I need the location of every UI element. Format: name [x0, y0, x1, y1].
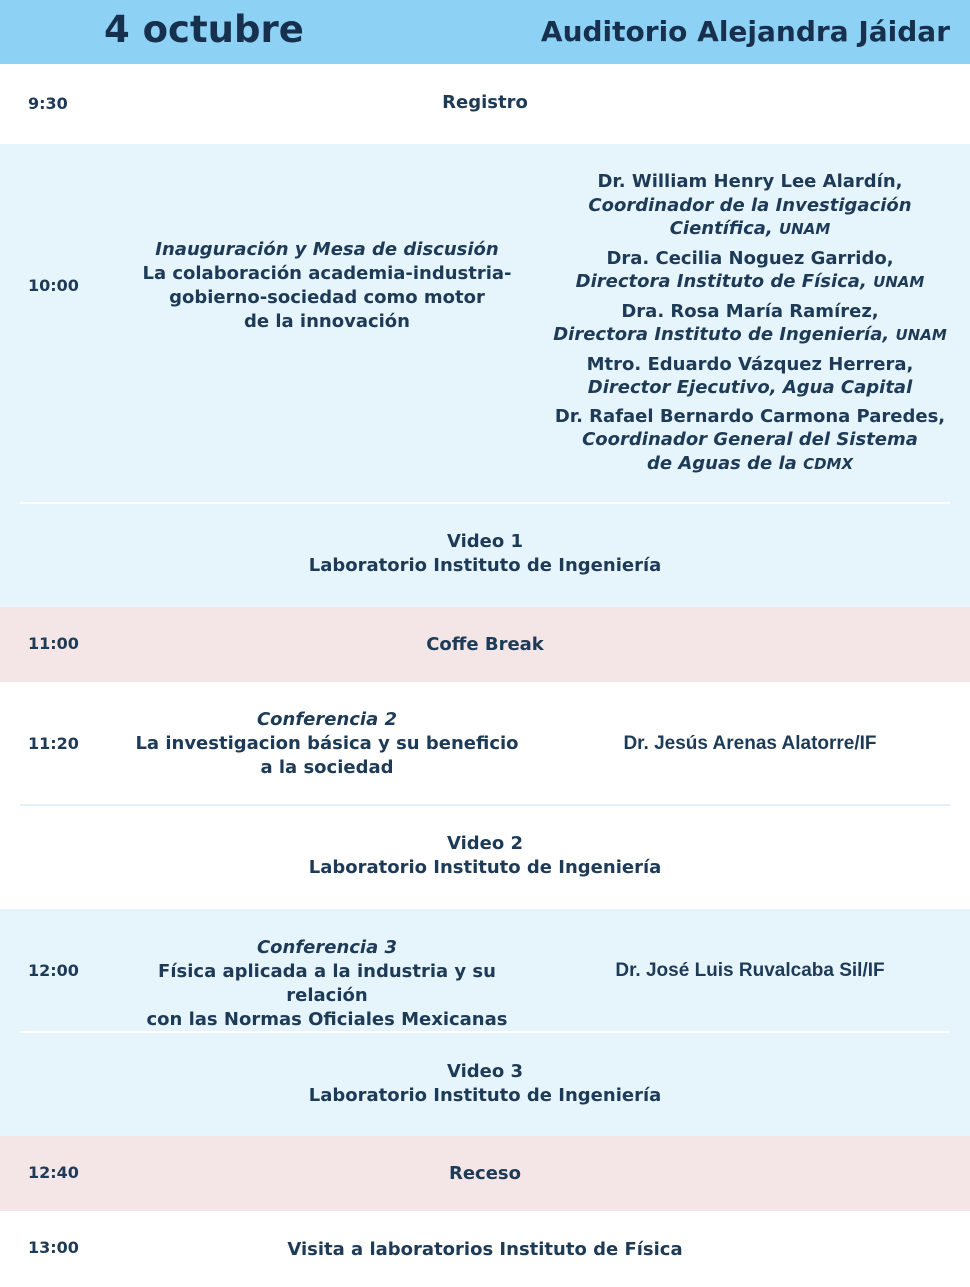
- speaker-name: Dra. Rosa María Ramírez,: [621, 300, 879, 322]
- row-divider: [20, 804, 950, 806]
- speaker-role: Coordinador de la Investigación: [588, 194, 912, 216]
- row-registro: [0, 64, 970, 144]
- session-type: Inauguración y Mesa de discusión: [155, 239, 499, 260]
- session-type: Conferencia 2: [256, 709, 398, 730]
- speaker-role: Científica,: [669, 218, 773, 239]
- session-title-line: gobierno-sociedad como motor: [169, 287, 485, 308]
- speaker-name: Dr. José Luis Ruvalcaba Sil/IF: [615, 960, 885, 981]
- speaker-entry: [540, 405, 960, 477]
- speaker-name: Dra. Cecilia Noguez Garrido,: [606, 247, 894, 269]
- time-label: 9:30: [28, 94, 68, 113]
- session-title-line: con las Normas Oficiales Mexicanas: [146, 1009, 508, 1030]
- speaker-institution: UNAM: [873, 273, 925, 291]
- session-title-line: a la sociedad: [260, 757, 394, 778]
- speaker-institution: UNAM: [895, 326, 947, 344]
- venue-name: Auditorio Alejandra Jáidar: [540, 15, 950, 48]
- video-lab: Laboratorio Instituto de Ingeniería: [308, 857, 662, 878]
- session-title: Receso: [448, 1163, 522, 1184]
- time-label: 12:00: [28, 961, 79, 980]
- session-type: Conferencia 3: [256, 937, 398, 958]
- speaker-role: Directora Instituto de Ingeniería,: [553, 324, 890, 345]
- event-date: 4 octubre: [104, 8, 304, 51]
- speaker-role: de Aguas de la: [646, 452, 797, 474]
- row-conferencia-3: [0, 909, 970, 1136]
- session-title: Registro: [442, 92, 528, 113]
- row-conferencia-2: [0, 682, 970, 909]
- speaker-institution: UNAM: [779, 220, 831, 238]
- session-description: [120, 708, 534, 780]
- row-divider: [20, 502, 950, 504]
- speaker-name: Mtro. Eduardo Vázquez Herrera,: [586, 353, 914, 375]
- speaker-role: Coordinador General del Sistema: [582, 429, 918, 450]
- row-receso: [0, 1136, 970, 1211]
- row-inauguracion: [0, 144, 970, 607]
- session-title: Coffe Break: [426, 634, 544, 655]
- session-description: [120, 238, 534, 334]
- video-block: [0, 1060, 970, 1108]
- session-title-line: La investigacion básica y su beneficio: [135, 733, 519, 754]
- session-title: Visita a laboratorios Instituto de Física: [287, 1239, 683, 1260]
- speaker-entry: [540, 247, 960, 295]
- session-title-line: La colaboración academia-industria-: [142, 263, 512, 284]
- video-title: Video 3: [446, 1061, 524, 1082]
- video-lab: Laboratorio Instituto de Ingeniería: [308, 555, 662, 576]
- video-lab: Laboratorio Instituto de Ingeniería: [308, 1085, 662, 1106]
- time-label: 11:00: [28, 634, 79, 653]
- video-title: Video 2: [446, 833, 524, 854]
- speaker-name: Dr. Rafael Bernardo Carmona Paredes,: [554, 405, 946, 427]
- video-title: Video 1: [446, 531, 524, 552]
- session-title-line: de la innovación: [243, 311, 410, 332]
- speaker-list: [540, 170, 960, 481]
- session-description: [120, 936, 534, 1032]
- speaker-role: Directora Instituto de Física,: [575, 271, 867, 292]
- session-title-line: Física aplicada a la industria y su relación: [158, 961, 496, 1006]
- row-visita: [0, 1211, 970, 1287]
- time-label: 12:40: [28, 1163, 79, 1182]
- row-divider: [20, 1031, 950, 1033]
- speaker-role: Director Ejecutivo, Agua Capital: [587, 377, 913, 398]
- schedule-header: [0, 0, 970, 64]
- speaker-entry: [540, 300, 960, 348]
- time-label: 10:00: [28, 276, 79, 295]
- time-label: 13:00: [28, 1238, 79, 1257]
- video-block: [0, 832, 970, 880]
- speaker-entry: [540, 353, 960, 400]
- speaker-name: Dr. William Henry Lee Alardín,: [597, 171, 903, 192]
- time-label: 11:20: [28, 734, 79, 753]
- speaker-entry: [540, 170, 960, 242]
- speaker-institution: CDMX: [803, 454, 854, 473]
- speaker-name: Dr. Jesús Arenas Alatorre/IF: [623, 733, 877, 754]
- video-block: [0, 530, 970, 578]
- row-coffee-break: [0, 607, 970, 682]
